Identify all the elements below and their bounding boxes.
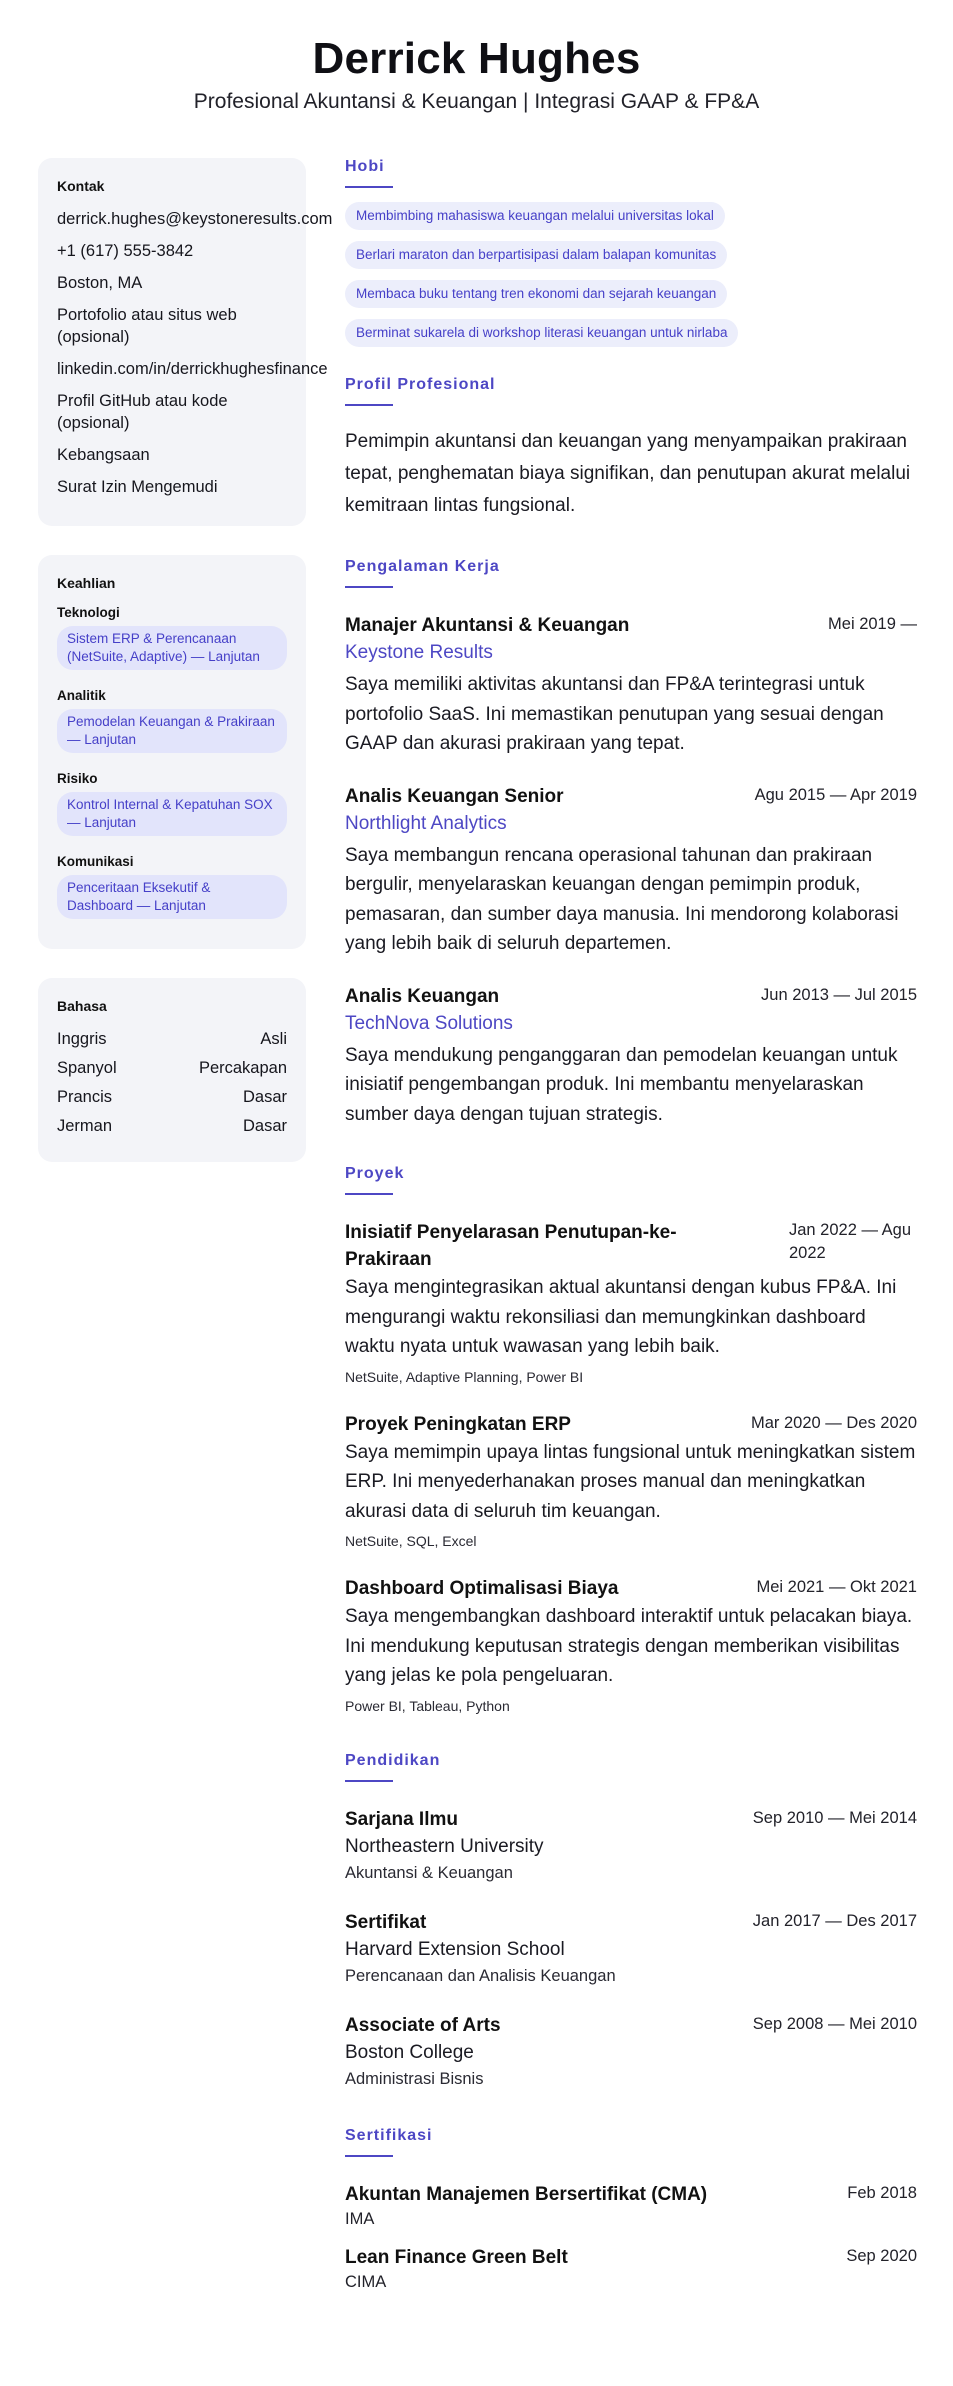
job-dates: Jun 2013 — Jul 2015 — [761, 985, 917, 1004]
job-description: Saya mendukung penganggaran dan pemodelan keuangan untuk inisiatif pengembangan produk. Ini membantu menyelaraskan sumber daya dengan tujuan strategis. — [345, 1044, 898, 1125]
certification-entry — [345, 2244, 917, 2293]
job-company: Keystone Results — [345, 642, 493, 663]
hobby-list — [345, 202, 917, 358]
job-company: TechNova Solutions — [345, 1012, 513, 1034]
certification-entry — [345, 2181, 917, 2230]
language-name: Jerman — [57, 1117, 113, 1135]
skill-category — [57, 771, 287, 836]
contact-card — [38, 158, 333, 526]
hobby-chip: Berlari maraton dan berpartisipasi dalam balapan komunitas — [345, 241, 727, 269]
job-role: Manajer Akuntansi & Keuangan — [345, 615, 630, 636]
languages-card — [38, 978, 306, 1162]
contact-location: Boston, MA — [57, 274, 143, 292]
certification-date: Sep 2020 — [846, 2246, 917, 2265]
experience-entry — [345, 983, 917, 1130]
projects-title: Proyek — [345, 1165, 405, 1182]
section-divider — [345, 1193, 393, 1195]
education-field: Akuntansi & Keuangan — [345, 1863, 513, 1882]
hobbies-section — [345, 158, 917, 358]
language-level: Dasar — [242, 1088, 287, 1106]
experience-entry — [345, 612, 917, 759]
language-row — [57, 1086, 287, 1108]
skill-chip: Pemodelan Keuangan & Prakiraan — Lanjutan — [57, 709, 287, 753]
language-row — [57, 1028, 287, 1050]
language-level: Asli — [260, 1030, 287, 1048]
section-divider — [345, 186, 393, 188]
education-school: Northeastern University — [345, 1835, 544, 1857]
education-degree: Associate of Arts — [345, 2014, 501, 2036]
education-school: Boston College — [345, 2041, 474, 2063]
languages-title: Bahasa — [57, 998, 107, 1014]
education-school: Harvard Extension School — [345, 1938, 565, 1960]
certification-issuer: CIMA — [345, 2272, 387, 2291]
hobby-chip: Membimbing mahasiswa keuangan melalui universitas lokal — [345, 202, 725, 230]
project-tools: NetSuite, SQL, Excel — [345, 1533, 477, 1549]
job-role: Analis Keuangan Senior — [345, 785, 564, 807]
language-level: Percakapan — [198, 1059, 287, 1077]
contact-nationality: Kebangsaan — [57, 446, 150, 464]
education-degree: Sarjana Ilmu — [345, 1808, 458, 1830]
certifications-section — [345, 2127, 917, 2293]
project-dates: Mei 2021 — Okt 2021 — [756, 1578, 917, 1596]
project-entry — [345, 1219, 917, 1387]
skill-chip: Penceritaan Eksekutif & Dashboard — Lanjutan — [57, 875, 287, 919]
language-row — [57, 1115, 287, 1137]
education-field: Perencanaan dan Analisis Keuangan — [345, 1966, 616, 1985]
skill-category — [57, 854, 287, 919]
education-field: Administrasi Bisnis — [345, 2069, 484, 2088]
job-description: Saya membangun rencana operasional tahunan dan prakiraan bergulir, menyelaraskan keuangan dengan pemimpin produk, pemasaran, dan sumber daya manusia. Ini mendorong kolaborasi yang lebih baik di seluruh departemen. — [345, 844, 899, 954]
main-content — [345, 158, 917, 2293]
skill-category-name: Komunikasi — [57, 854, 134, 869]
hobbies-title: Hobi — [345, 158, 385, 175]
skill-category — [57, 688, 287, 753]
skills-title: Keahlian — [57, 575, 116, 591]
profile-summary: Pemimpin akuntansi dan keuangan yang menyampaikan prakiraan tepat, penghematan biaya signifikan, dan penutupan akurat melalui kemitraan lintas fungsional. — [345, 431, 911, 516]
skill-category — [57, 605, 287, 670]
education-dates: Jan 2017 — Des 2017 — [752, 1911, 917, 1930]
education-section — [345, 1752, 917, 2091]
project-dates: Mar 2020 — Des 2020 — [750, 1413, 917, 1432]
project-tools: NetSuite, Adaptive Planning, Power BI — [345, 1368, 584, 1385]
hobby-chip: Berminat sukarela di workshop literasi keuangan untuk nirlaba — [345, 319, 738, 347]
project-entry — [345, 1575, 917, 1716]
skill-category-name: Analitik — [57, 688, 106, 703]
sidebar — [38, 158, 333, 1191]
project-description: Saya mengembangkan dashboard interaktif untuk pelacakan biaya. Ini mendukung keputusan strategis dengan memberikan visibilitas yang jelas ke pola pengeluaran. — [345, 1606, 913, 1686]
resume-header — [0, 34, 953, 114]
project-description: Saya mengintegrasikan aktual akuntansi dengan kubus FP&A. Ini mengurangi waktu rekonsiliasi dan memungkinkan dashboard waktu nyata untuk wawasan yang lebih baik. — [345, 1277, 897, 1357]
education-dates: Sep 2008 — Mei 2010 — [752, 2014, 917, 2033]
projects-section — [345, 1165, 917, 1716]
skill-chip: Kontrol Internal & Kepatuhan SOX — Lanjutan — [57, 792, 287, 836]
project-tools: Power BI, Tableau, Python — [345, 1697, 510, 1714]
certification-issuer: IMA — [345, 2209, 375, 2228]
contact-portfolio: Portofolio atau situs web (opsional) — [57, 306, 237, 346]
profile-title: Profil Profesional — [345, 376, 496, 393]
certification-date: Feb 2018 — [847, 2183, 917, 2202]
job-company: Northlight Analytics — [345, 812, 507, 834]
education-entry — [345, 2012, 917, 2091]
section-divider — [345, 586, 393, 588]
skill-category-name: Risiko — [57, 771, 98, 786]
contact-phone[interactable]: +1 (617) 555-3842 — [57, 242, 194, 260]
project-name: Inisiatif Penyelarasan Penutupan-ke-Prakiraan — [345, 1222, 677, 1270]
job-description: Saya memiliki aktivitas akuntansi dan FP&A terintegrasi untuk portofolio SaaS. Ini memastikan penutupan yang sesuai dengan GAAP dan akurasi prakiraan yang tepat. — [345, 674, 884, 754]
candidate-headline: Profesional Akuntansi & Keuangan | Integrasi GAAP & FP&A — [193, 90, 760, 113]
section-divider — [345, 404, 393, 406]
section-divider — [345, 1780, 393, 1782]
language-row — [57, 1057, 287, 1079]
language-name: Prancis — [57, 1088, 113, 1106]
job-dates: Agu 2015 — Apr 2019 — [754, 785, 917, 804]
profile-section — [345, 376, 917, 522]
contact-email[interactable]: derrick.hughes@keystoneresults.com — [57, 210, 333, 228]
education-entry — [345, 1909, 917, 1988]
experience-title: Pengalaman Kerja — [345, 558, 500, 575]
certification-name: Akuntan Manajemen Bersertifikat (CMA) — [345, 2183, 708, 2205]
project-name: Dashboard Optimalisasi Biaya — [345, 1578, 619, 1599]
language-name: Inggris — [57, 1030, 107, 1048]
skills-card — [38, 555, 306, 949]
project-dates: Jan 2022 — Agu 2022 — [789, 1221, 912, 1262]
contact-github: Profil GitHub atau kode (opsional) — [57, 392, 228, 432]
education-dates: Sep 2010 — Mei 2014 — [752, 1808, 917, 1827]
project-entry — [345, 1411, 917, 1552]
certifications-title: Sertifikasi — [345, 2126, 433, 2144]
job-dates: Mei 2019 — — [828, 615, 917, 633]
contact-title: Kontak — [57, 178, 105, 194]
project-description: Saya memimpin upaya lintas fungsional untuk meningkatkan sistem ERP. Ini menyederhanakan proses manual dan meningkatkan akurasi data di seluruh tim keuangan. — [345, 1441, 916, 1522]
language-level: Dasar — [242, 1117, 287, 1135]
skill-category-name: Teknologi — [57, 605, 120, 620]
candidate-name: Derrick Hughes — [312, 34, 641, 83]
hobby-chip: Membaca buku tentang tren ekonomi dan sejarah keuangan — [345, 280, 727, 308]
project-name: Proyek Peningkatan ERP — [345, 1413, 571, 1435]
contact-license: Surat Izin Mengemudi — [57, 478, 218, 496]
skill-chip: Sistem ERP & Perencanaan (NetSuite, Adaptive) — Lanjutan — [57, 626, 287, 670]
certification-name: Lean Finance Green Belt — [345, 2246, 568, 2268]
job-role: Analis Keuangan — [345, 985, 500, 1007]
education-entry — [345, 1806, 917, 1885]
language-name: Spanyol — [57, 1059, 117, 1077]
section-divider — [345, 2155, 393, 2157]
education-degree: Sertifikat — [345, 1911, 427, 1933]
education-title: Pendidikan — [345, 1751, 441, 1769]
contact-linkedin[interactable]: linkedin.com/in/derrickhughesfinance — [57, 360, 328, 378]
experience-section — [345, 558, 917, 1129]
experience-entry — [345, 783, 917, 959]
